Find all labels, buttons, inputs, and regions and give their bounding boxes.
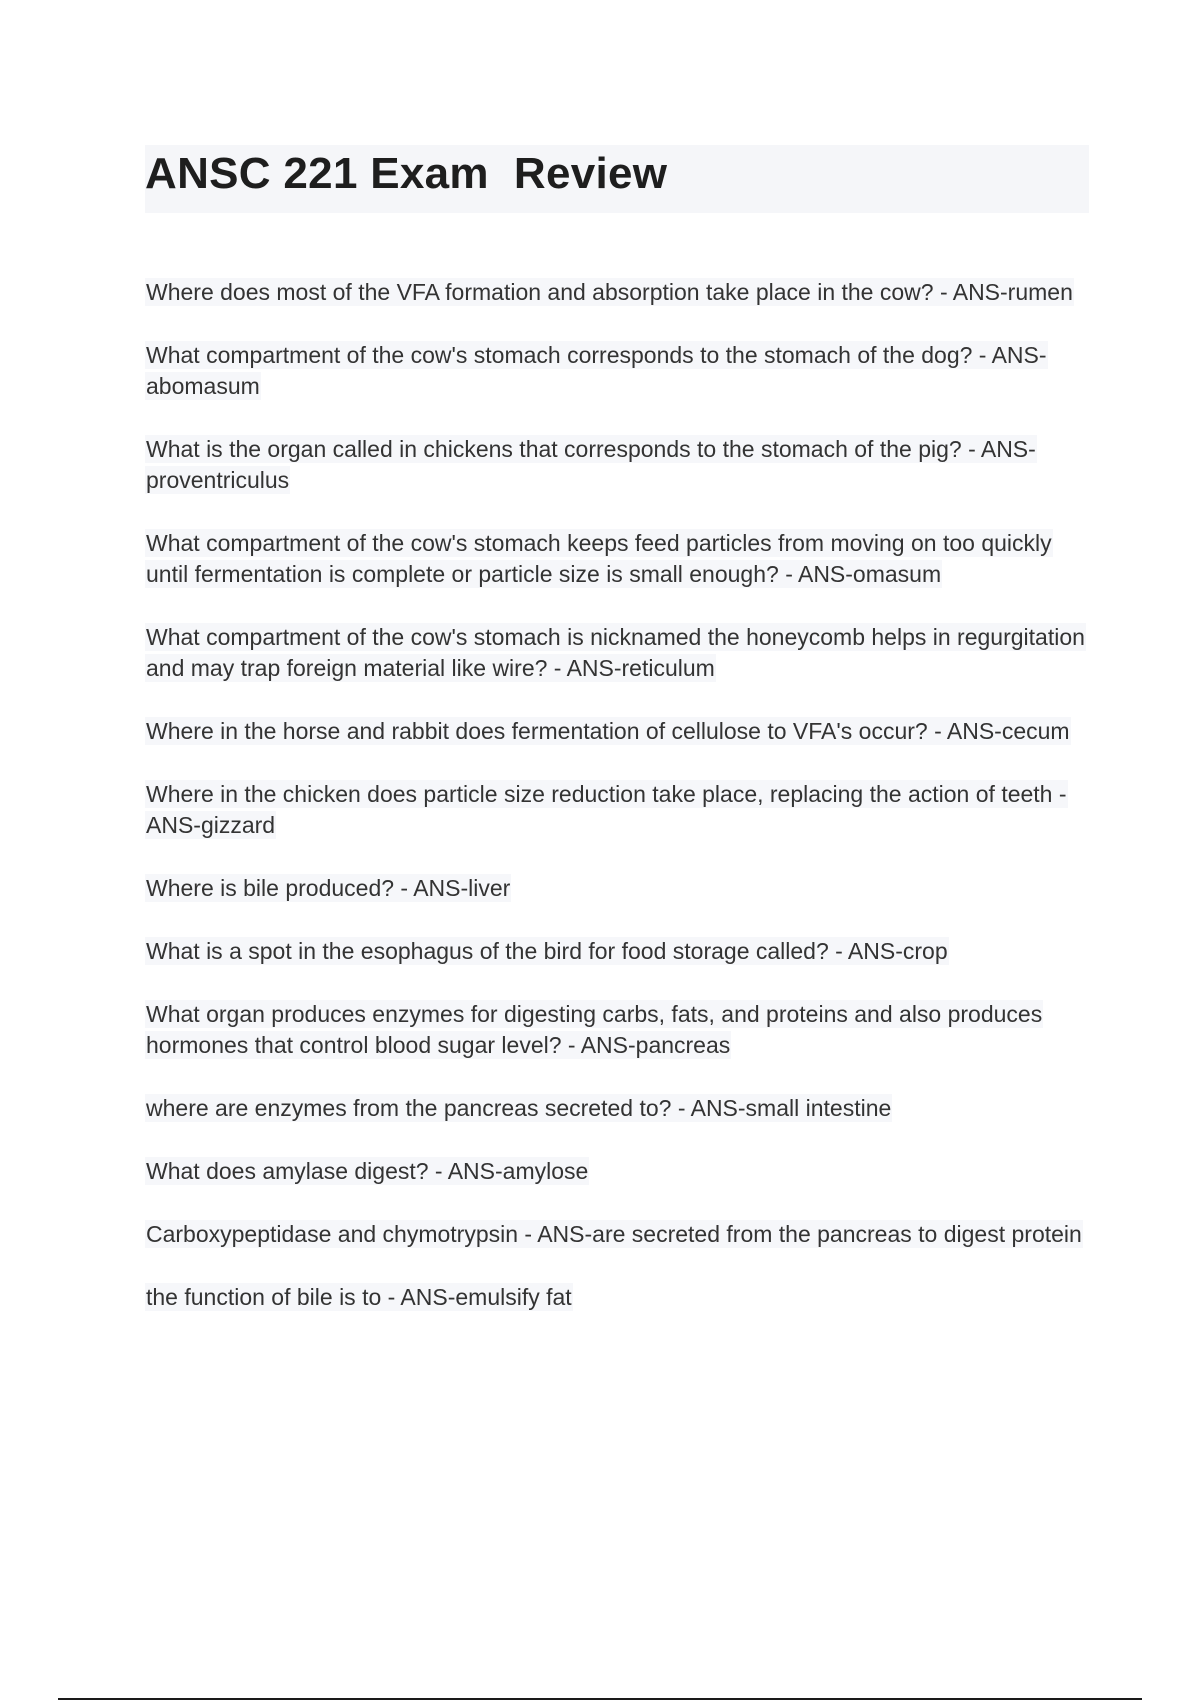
qa-item [145,873,1095,904]
page-title: ANSC 221 Exam Review [145,149,668,198]
qa-item [145,1093,1095,1124]
qa-item [145,716,1095,747]
qa-text: Where in the chicken does particle size reduction take place, replacing the action of teeth - ANS-gizzard [146,781,1067,838]
qa-text: Carboxypeptidase and chymotrypsin - ANS-are secreted from the pancreas to digest protein [146,1221,1082,1247]
qa-item [145,277,1095,308]
qa-text: What compartment of the cow's stomach keeps feed particles from moving on too quickly until fermentation is complete or particle size is small enough? - ANS-omasum [146,530,1052,587]
qa-item [145,1156,1095,1187]
qa-item [145,999,1095,1061]
qa-item [145,1219,1095,1250]
qa-item [145,1282,1095,1313]
qa-text: Where is bile produced? - ANS-liver [146,875,511,901]
qa-item [145,528,1095,590]
qa-item [145,622,1095,684]
qa-item [145,936,1095,967]
qa-text: Where does most of the VFA formation and absorption take place in the cow? - ANS-rumen [146,279,1073,305]
qa-text: Where in the horse and rabbit does fermentation of cellulose to VFA's occur? - ANS-cecum [146,718,1070,744]
qa-text: where are enzymes from the pancreas secreted to? - ANS-small intestine [146,1095,892,1121]
qa-item [145,434,1095,496]
qa-item [145,779,1095,841]
qa-text: What is a spot in the esophagus of the bird for food storage called? - ANS-crop [146,938,948,964]
qa-text: What organ produces enzymes for digesting carbs, fats, and proteins and also produces hormones that control blood sugar level? - ANS-pancreas [146,1001,1043,1058]
qa-text: What compartment of the cow's stomach corresponds to the stomach of the dog? - ANS-abomasum [146,342,1047,399]
qa-list [145,277,1095,1345]
qa-text: What compartment of the cow's stomach is nicknamed the honeycomb helps in regurgitation and may trap foreign material like wire? - ANS-reticulum [146,624,1085,681]
qa-text: What does amylase digest? - ANS-amylose [146,1158,589,1184]
qa-item [145,340,1095,402]
qa-text: What is the organ called in chickens that corresponds to the stomach of the pig? - ANS-proventriculus [146,436,1036,493]
qa-text: the function of bile is to - ANS-emulsify fat [146,1284,572,1310]
